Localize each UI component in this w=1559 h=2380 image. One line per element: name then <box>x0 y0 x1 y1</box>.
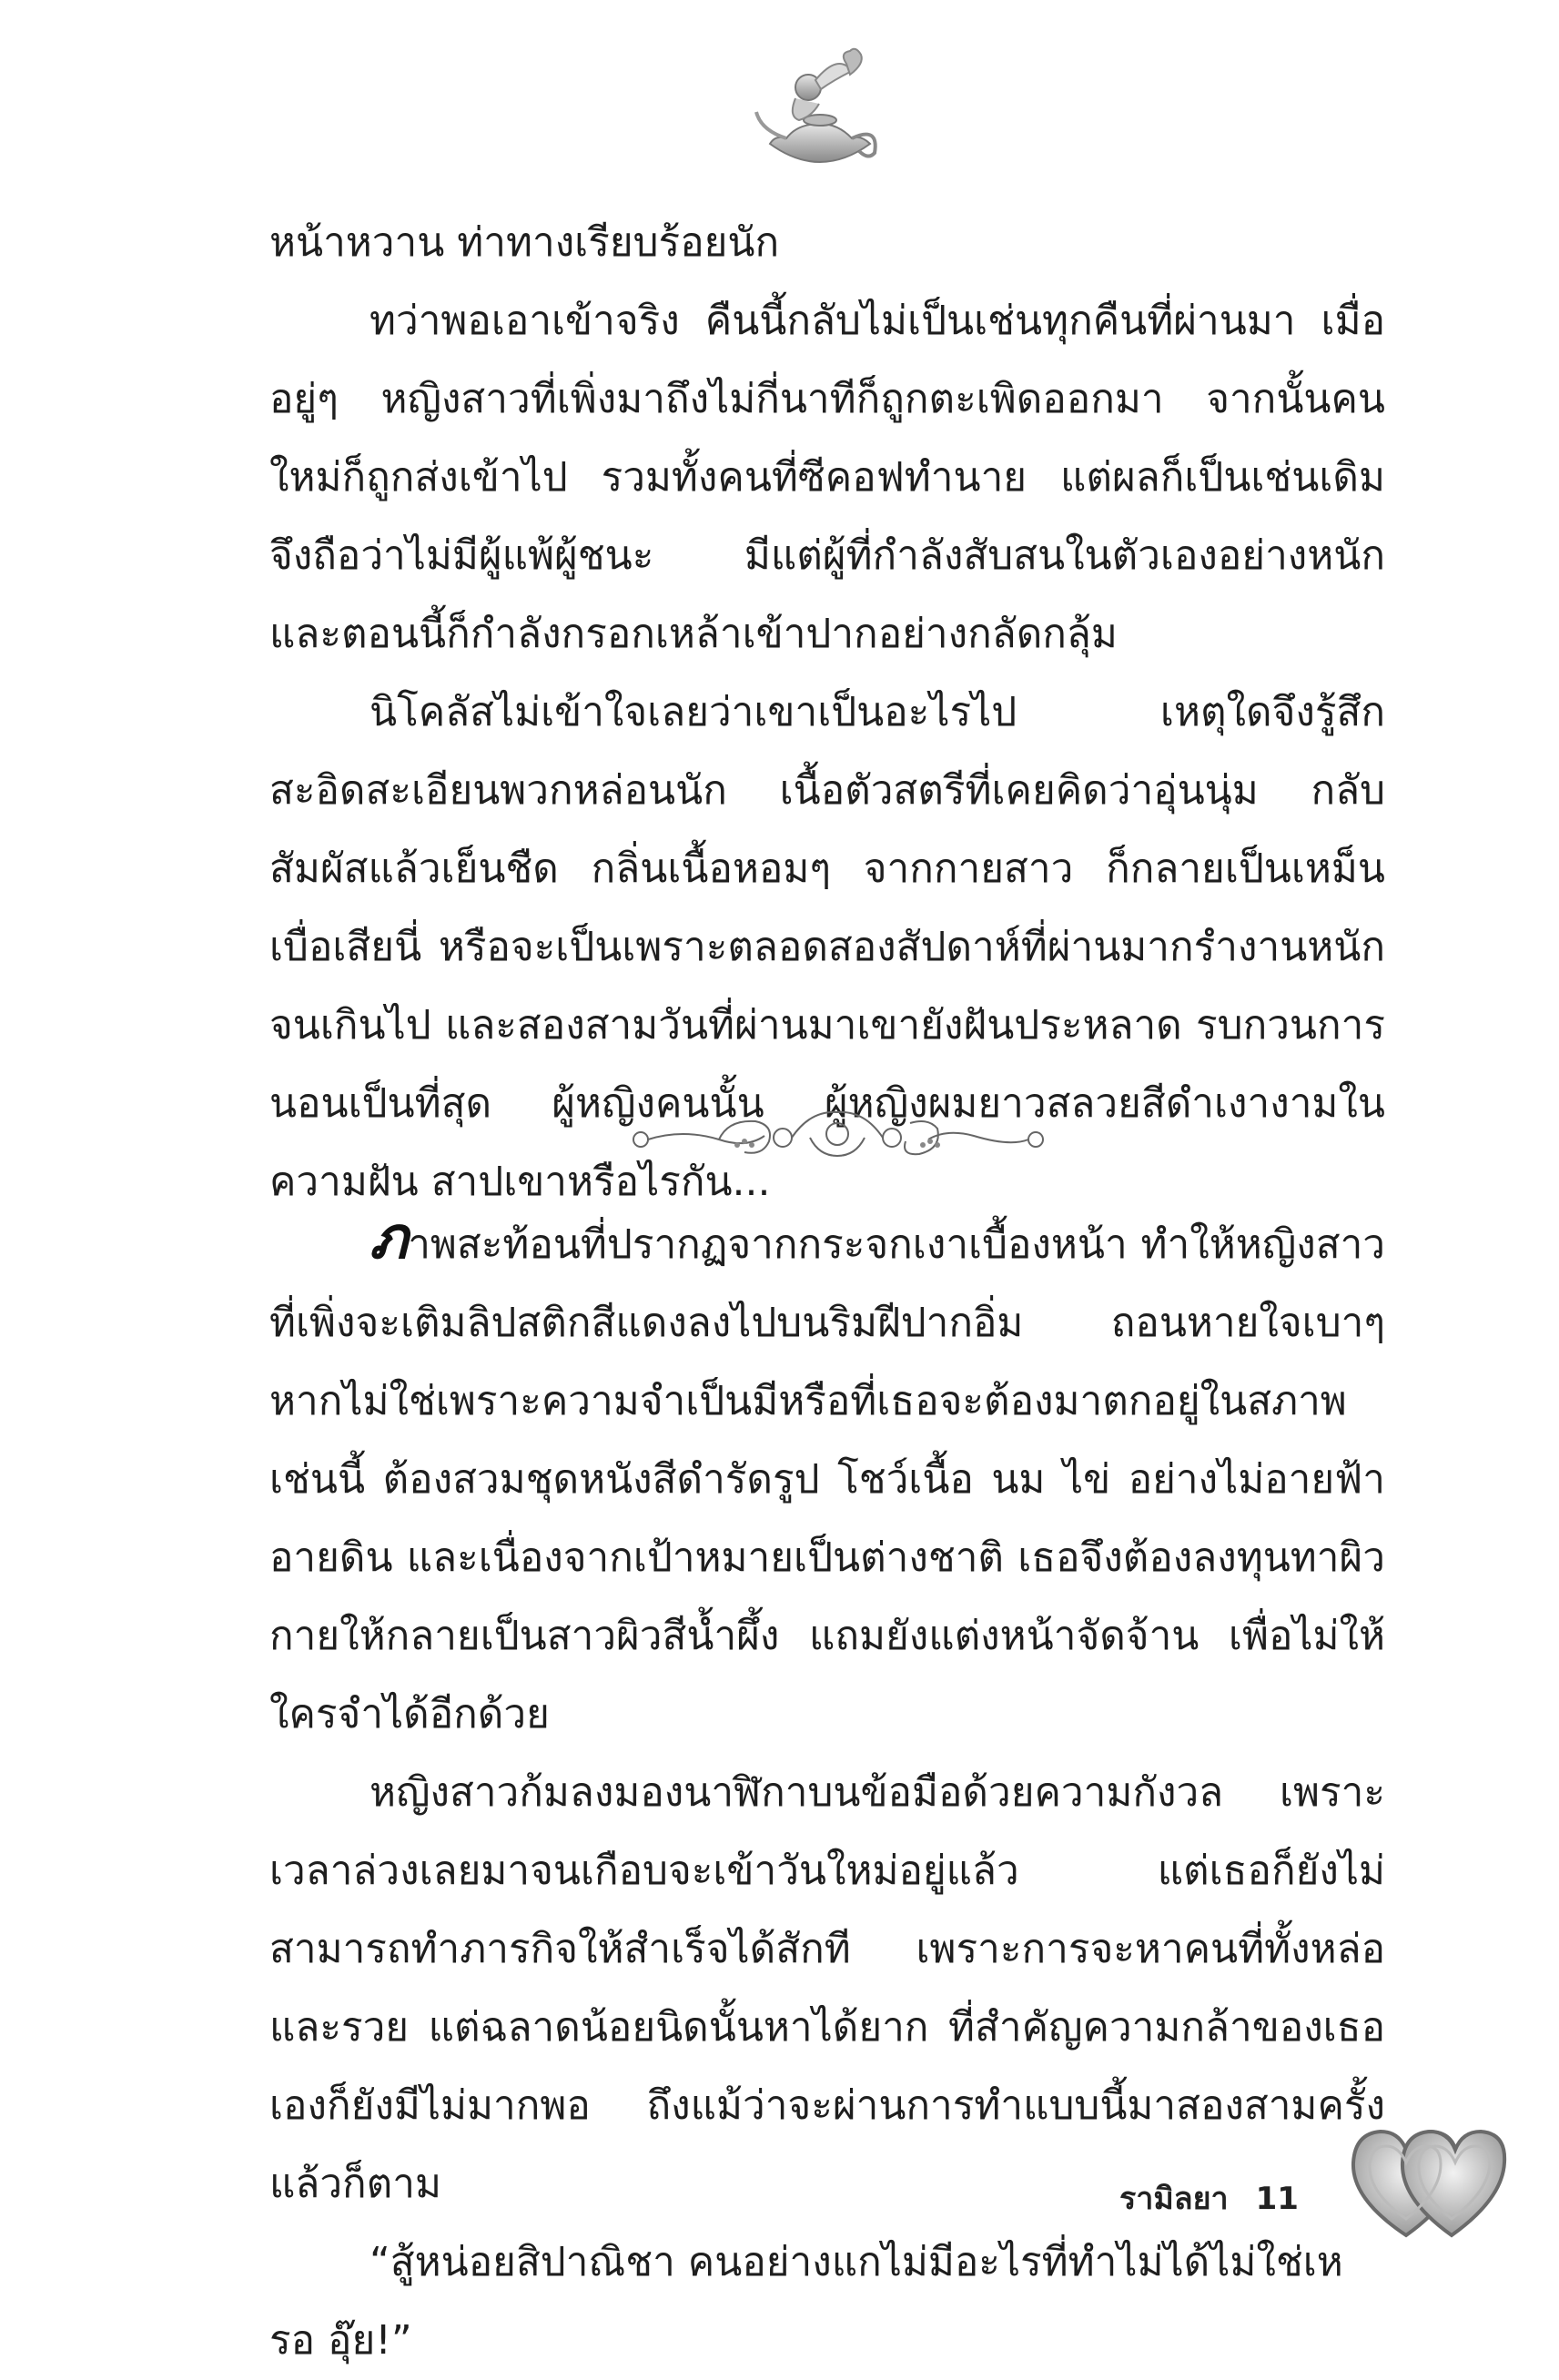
paragraph: “สู้หน่อยสิปาณิชา คนอย่างแกไม่มีอะไรที่ทำไม่ได้ไม่ใช่เหรอ อุ๊ย!” <box>269 2239 1343 2364</box>
paragraph: นิโคลัสไม่เข้าใจเลยว่าเขาเป็นอะไรไป เหตุใดจึงรู้สึกสะอิดสะเอียนพวกหล่อนนัก เนื้อตัวสตรีที่เคยคิดว่าอุ่นนุ่ม กลับสัมผัสแล้วเย็นชืด กลิ่นเนื้อหอมๆ จากกายสาว ก็กลายเป็นเหม็นเบื่อเสียนี่ หรือจะเป็นเพราะตลอดสองสัปดาห์ที่ผ่านมากรำงานหนักจนเกินไป และสองสามวันที่ผ่านมาเขายังฝันประหลาด รบกวนการนอนเป็นที่สุด ผู้หญิงคนนั้น ผู้หญิงผมยาวสลวยสีดำเงางามในความฝัน สาปเขาหรือไรกัน... <box>269 689 1385 1205</box>
page-footer <box>1119 2173 1326 2223</box>
paragraph: หญิงสาวก้มลงมองนาฬิกาบนข้อมือด้วยความกังวล เพราะเวลาล่วงเลยมาจนเกือบจะเข้าวันใหม่อยู่แล้ว แต่เธอก็ยังไม่สามารถทำภารกิจให้สำเร็จได้สักที เพราะการจะหาคนที่ทั้งหล่อและรวย แต่ฉลาดน้อยนิดนั้นหาได้ยาก ที่สำคัญความกล้าของเธอเองก็ยังมีไม่มากพอ ถึงแม้ว่าจะผ่านการทำแบบนี้มาสองสามครั้งแล้วก็ตาม <box>269 1769 1385 2207</box>
teapot-cupid-ornament-icon <box>752 44 888 180</box>
book-title: รามิลยา <box>1119 2181 1229 2217</box>
paragraph: ทว่าพอเอาเข้าจริง คืนนี้กลับไม่เป็นเช่นทุกคืนที่ผ่านมา เมื่ออยู่ๆ หญิงสาวที่เพิ่งมาถึงไม่กี่นาทีก็ถูกตะเพิดออกมา จากนั้นคนใหม่ก็ถูกส่งเข้าไป รวมทั้งคนที่ซีคอฟทำนาย แต่ผลก็เป็นเช่นเดิม จึงถือว่าไม่มีผู้แพ้ผู้ชนะ มีแต่ผู้ที่กำลังสับสนในตัวเองอย่างหนัก และตอนนี้ก็กำลังกรอกเหล้าเข้าปากอย่างกลัดกลุ้ม <box>269 298 1385 657</box>
page-number: 11 <box>1255 2181 1299 2217</box>
text-block-upper <box>269 204 1385 1221</box>
paragraph-with-dropcap <box>269 1200 1385 1754</box>
paragraph: หน้าหวาน ท่าทางเรียบร้อยนัก <box>269 219 780 266</box>
drop-cap: ภ <box>370 1204 409 1272</box>
paragraph-text: าพสะท้อนที่ปรากฏจากกระจกเงาเบื้องหน้า ทำให้หญิงสาวที่เพิ่งจะเติมลิปสติกสีแดงลงไปบนริมฝีปากอิ่ม ถอนหายใจเบาๆ หากไม่ใช่เพราะความจำเป็นมีหรือที่เธอจะต้องมาตกอยู่ในสภาพเช่นนี้ ต้องสวมชุดหนังสีดำรัดรูป โชว์เนื้อ นม ไข่ อย่างไม่อายฟ้าอายดิน และเนื่องจากเป้าหมายเป็นต่างชาติ เธอจึงต้องลงทุนทาผิวกายให้กลายเป็นสาวผิวสีน้ำผึ้ง แถมยังแต่งหน้าจัดจ้าน เพื่อไม่ให้ใครจำได้อีกด้วย <box>269 1221 1385 1737</box>
double-heart-icon <box>1342 2117 1515 2244</box>
scroll-divider-ornament-icon <box>628 1101 1047 1174</box>
